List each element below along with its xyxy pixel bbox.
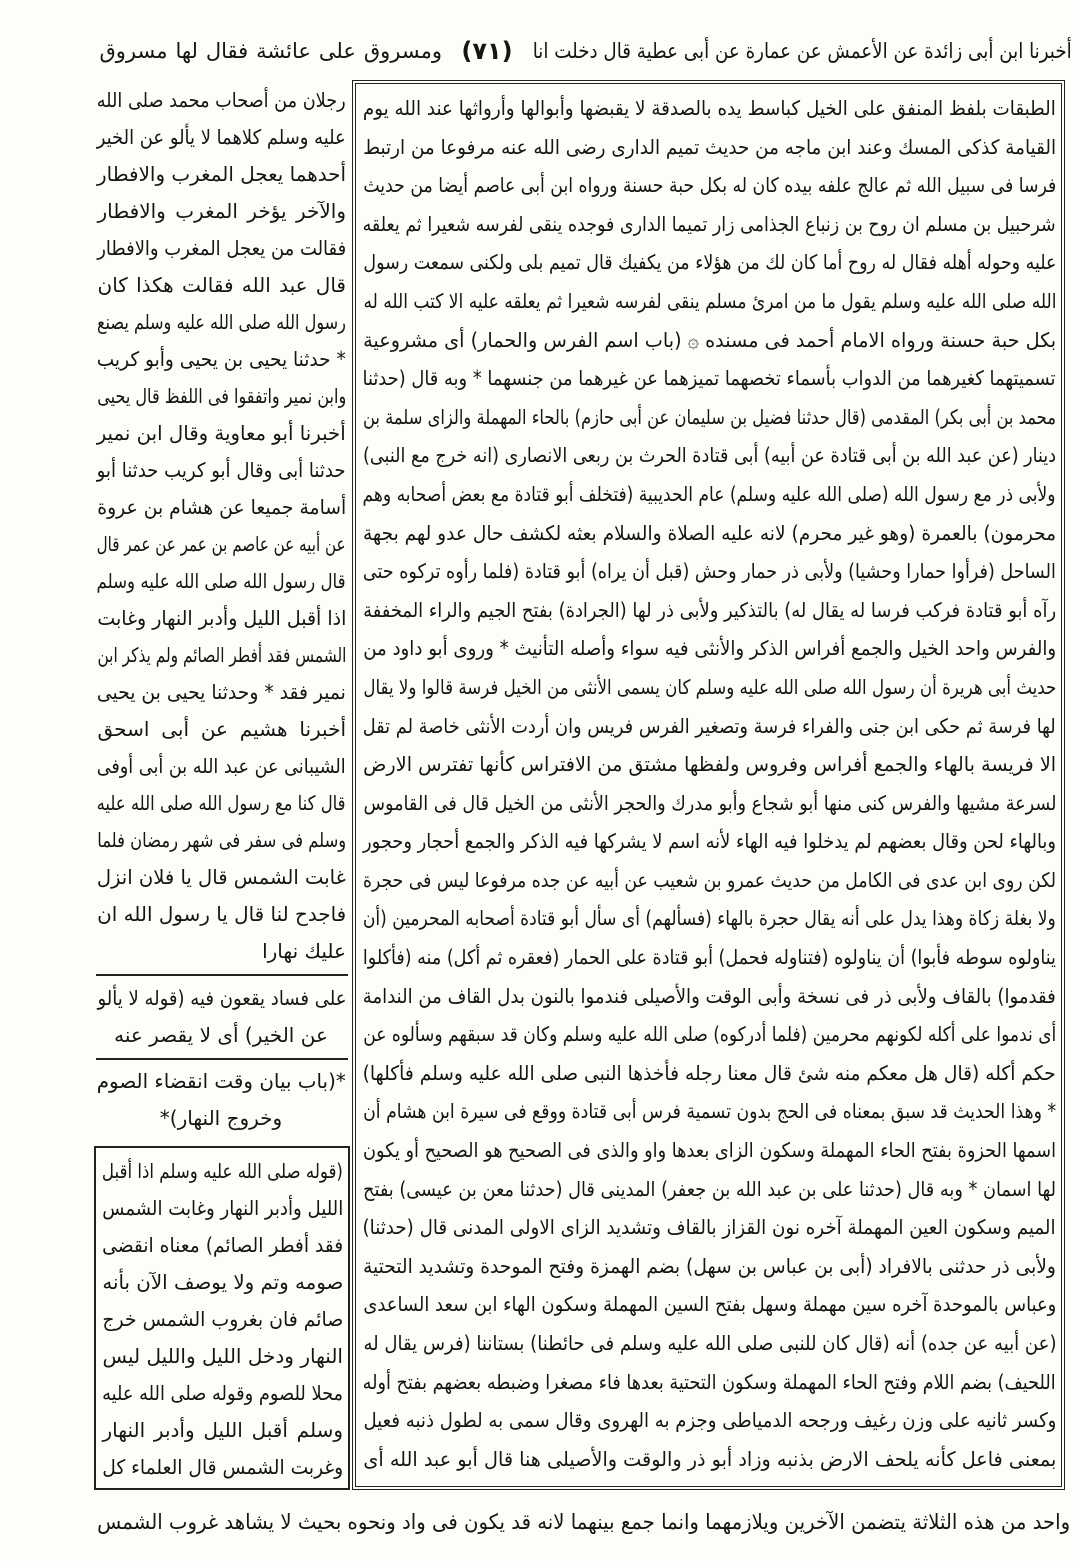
footer-line <box>96 1500 1070 1544</box>
nawawi-commentary-line <box>101 1264 343 1301</box>
commentary-line <box>362 166 1056 205</box>
commentary-line-text: شرحبيل بن مسلم ان روح بن زنباع الجذامى زار تميما الدارى فوجده ينقى لفرسه شعيرا ثم يعلقه <box>363 211 1056 236</box>
commentary-line <box>362 784 1056 823</box>
commentary-line <box>362 1401 1056 1440</box>
commentary-line-text: بكل حبة حسنة ورواه الامام أحمد فى مسنده ۞ (باب اسم الفرس والحمار) أى مشروعية <box>363 327 1056 352</box>
hadith-line <box>96 711 346 748</box>
nawawi-commentary-line <box>101 1449 343 1486</box>
nawawi-commentary-text: النهار ودخل الليل والليل ليس <box>102 1344 343 1368</box>
commentary-line <box>362 1324 1056 1363</box>
commentary-line <box>362 398 1056 437</box>
running-head-left <box>98 30 442 72</box>
commentary-line <box>362 977 1056 1016</box>
commentary-line-text: الله صلى الله عليه وسلم يقول ما من امرئ مسلم ينقى لفرسه شعيرا ثم يعلقه عليه الا كتب الله له <box>363 288 1056 313</box>
nawawi-commentary-text: محلا للصوم وقوله صلى الله عليه <box>102 1381 343 1405</box>
commentary-line <box>362 1131 1056 1170</box>
nawawi-commentary-text: صائم فان بغروب الشمس خرج <box>102 1307 343 1331</box>
commentary-line-text: محمد بن أبى بكر) المقدمى (قال حدثنا فضيل بن سليمان عن أبى حازم) بالحاء المهملة والزاى سلمة بن <box>363 404 1056 429</box>
commentary-line-text: رآه أبو قتادة فركب فرسا له يقال له) بالتذكير ولأبى ذر لها (الجرادة) بفتح الجيم والراء المخففة <box>363 597 1056 622</box>
commentary-line <box>362 436 1056 475</box>
nawawi-commentary-line <box>101 1375 343 1412</box>
commentary-line <box>362 745 1056 784</box>
hadith-line-text: أخبرنا هشيم عن أبى اسحق <box>97 717 346 741</box>
hadith-line-text: حدثنا أبى وقال أبو كريب حدثنا أبو <box>97 458 346 482</box>
hadith-line <box>96 304 346 341</box>
commentary-line <box>362 514 1056 553</box>
commentary-line-text: فرسا فى سبيل الله ثم عالج علفه بيده كان له بكل حبة حسنة ورواه ابن أبى عاصم أيضا من حديث <box>363 173 1056 198</box>
hadith-line-text: عليك نهارا <box>262 939 346 963</box>
hadith-line <box>96 785 346 822</box>
chapter-title <box>96 1063 346 1137</box>
margin-note <box>96 980 346 1054</box>
commentary-line <box>362 359 1056 398</box>
commentary-line-text: لها فرسة ثم حكى ابن جنى والفراء فرسة وتصغير الفرس فريس وان أردت الأنثى خاصة لم تقل <box>363 713 1056 738</box>
hadith-line-text: قال عبد الله فقالت هكذا كان <box>97 273 346 297</box>
commentary-line-text: أى ندموا على أكله لكونهم محرمين (فلما أدركوه) صلى الله عليه وسلم وكان قد سبقهم وسألوه عن <box>363 1022 1056 1047</box>
page-number <box>442 30 532 72</box>
hadith-line-text: فقالت من يعجل المغرب والافطار <box>97 236 346 260</box>
running-head <box>98 30 1072 72</box>
hadith-line-text: أحدهما يعجل المغرب والافطار <box>97 162 346 186</box>
section-divider <box>96 974 348 976</box>
hadith-line <box>96 415 346 452</box>
hadith-line-text: نمير فقد * وحدثنا يحيى بن يحيى <box>97 680 346 704</box>
note-line <box>96 980 346 1017</box>
hadith-line-text: الشمس فقد أفطر الصائم ولم يذكر ابن <box>97 643 346 667</box>
hadith-line <box>96 489 346 526</box>
commentary-line-text: الطبقات بلفظ المنفق على الخيل كباسط يده بالصدقة لا يقبضها وأبوالها وأرواثها عند الله يوم <box>363 96 1056 120</box>
running-foot <box>96 1500 1070 1544</box>
hadith-line-text: فاجدح لنا قال يا رسول الله ان <box>97 902 346 926</box>
running-head-left-text: ومسروق على عائشة فقال لها مسروق <box>99 39 442 63</box>
hadith-line <box>96 452 346 489</box>
nawawi-commentary-text: وسلم أقبل الليل وأدبر النهار <box>102 1418 343 1442</box>
hadith-line <box>96 267 346 304</box>
hadith-line-text: والآخر يؤخر المغرب والافطار <box>97 199 346 223</box>
running-head-right-text: أخبرنا ابن أبى زائدة عن الأعمش عن عمارة عن أبى عطية قال دخلت انا <box>533 39 1072 63</box>
hadith-line-text: رسول الله صلى الله عليه وسلم يصنع <box>97 310 346 334</box>
commentary-line <box>362 89 1056 128</box>
hadith-line <box>96 193 346 230</box>
commentary-line <box>362 1247 1056 1286</box>
commentary-line <box>362 552 1056 591</box>
hadith-line <box>96 378 346 415</box>
hadith-line-text: وابن نمير واتفقوا فى اللفظ قال يحيى <box>97 384 346 408</box>
nawawi-commentary-text: وغربت الشمس قال العلماء كل <box>102 1455 343 1479</box>
chapter-title-line <box>96 1063 346 1100</box>
commentary-line <box>362 861 1056 900</box>
commentary-line <box>362 1285 1056 1324</box>
commentary-line <box>362 591 1056 630</box>
commentary-line <box>362 1015 1056 1054</box>
commentary-line-text: حديث أبى هريرة أن رسول الله صلى الله عليه وسلم كان يسمى الأنثى من الخيل فرسة قالوا ولا يقال <box>363 674 1056 699</box>
running-head-right <box>532 30 1072 72</box>
hadith-line-text: غابت الشمس قال يا فلان انزل <box>97 865 346 889</box>
commentary-line-text: ولأبى ذر مع رسول الله (صلى الله عليه وسلم) عام الحديبية (فتخلف أبو قتادة مع بعض أصحابه وهم <box>363 481 1056 506</box>
note-line-text: على فساد يقعون فيه (قوله لا يألو <box>97 986 346 1010</box>
hadith-line <box>96 748 346 785</box>
commentary-line-text: الميم وسكون العين المهملة آخره نون القزاز بالقاف وتشديد الزاى الاولى المدنى قال (حدثنا) <box>363 1215 1056 1240</box>
commentary-line-text: الا فريسة بالهاء والجمع أفراس وفروس ولفظها مشتق من الافتراس كأنها تفترس الارض <box>363 752 1056 777</box>
hadith-line-text: اذا أقبل الليل وأدبر النهار وغابت <box>97 606 346 630</box>
hadith-line <box>96 600 346 637</box>
nawawi-commentary-line <box>101 1190 343 1227</box>
page-number-text: (٧١) <box>461 37 513 65</box>
chapter-title-line <box>96 1100 346 1137</box>
main-commentary <box>362 89 1056 1478</box>
commentary-line-text: تسميتهما كغيرهما من الدواب بأسماء تخصهما تميزهما عن غيرهما من جنسهما * وبه قال (حدثنا <box>363 366 1056 391</box>
section-divider <box>96 1058 348 1060</box>
hadith-line <box>96 119 346 156</box>
commentary-line <box>362 822 1056 861</box>
commentary-line <box>362 707 1056 746</box>
hadith-line-text: عن أبيه عن عاصم بن عمر عن عمر قال <box>97 532 346 556</box>
commentary-line-text: والفرس واحد الخيل والجمع أفراس الذكر والأنثى فيه سواء وأصله التأنيث * وروى أبو داود من <box>363 636 1056 661</box>
commentary-line-text: عليه وحوله أهله فقال له روح أما كان لك من هؤلاء من يكفيك قال تميم بلى ولكنى سمعت رسول <box>363 250 1056 275</box>
nawawi-commentary-text: فقد أفطر الصائم) معناه انقضى <box>102 1233 343 1257</box>
hadith-line <box>96 896 346 933</box>
commentary-line-text: وكسر ثانيه على وزن رغيف ورجحه الدمياطى وجزم به الهروى وقال سمى به لطول ذنبه فعيل <box>363 1408 1056 1433</box>
footer-line-text: واحد من هذه الثلاثة يتضمن الآخرين ويلازمهما وانما جمع بينهما لانه قد يكون فى واد ونحوه بحيث لا يشاهد غروب الشمس <box>97 1510 1070 1534</box>
nawawi-commentary-line <box>101 1412 343 1449</box>
commentary-line <box>362 629 1056 668</box>
commentary-line-text: لها اسمان * وبه قال (حدثنا على بن عبد الله بن جعفر) المدينى قال (حدثنا معن بن عيسى) بفتح <box>363 1176 1056 1201</box>
hadith-line-text: رجلان من أصحاب محمد صلى الله <box>96 88 346 112</box>
hadith-line <box>96 822 346 859</box>
nawawi-commentary-line <box>101 1153 343 1190</box>
nawawi-commentary <box>101 1153 343 1486</box>
commentary-line-text: ولا بغلة زكاة وهذا يدل على أنه يقال حجرة بالهاء (فسألهم) أى سأل أبو قتادة أصحابه المحرمين (أن <box>363 906 1056 931</box>
hadith-line-text: عليه وسلم كلاهما لا يألو عن الخير <box>97 125 346 149</box>
hadith-line <box>96 674 346 711</box>
commentary-line-text: ولأبى ذر حدثنى بالافراد (أبى بن عباس بن سهل) بضم الهمزة وفتح الموحدة وتشديد التحتية <box>363 1253 1056 1278</box>
commentary-line <box>362 475 1056 514</box>
commentary-line-text: (عن أبيه عن جده) أنه (قال كان للنبى صلى الله عليه وسلم فى حائطنا) بستاننا (فرس يقال له <box>363 1331 1056 1355</box>
hadith-line <box>96 859 346 896</box>
commentary-line-text: * وهذا الحديث قد سبق بمعناه فى الحج بدون تسمية فرس أبى قتادة ووقع فى سيرة ابن هشام أن <box>363 1099 1056 1124</box>
commentary-line-text: لكن روى ابن عدى فى الكامل من حديث عمرو بن شعيب عن أبيه عن جده مرفوعا ليس فى حجرة <box>363 867 1056 892</box>
chapter-title-text: *(باب بيان وقت انقضاء الصوم <box>97 1069 346 1093</box>
commentary-line <box>362 1363 1056 1402</box>
commentary-line-text: لسرعة مشيها والفرس كنى منها أبو شجاع وأبو مدرك والحجر الأنثى من الخيل قال فى القاموس <box>363 790 1056 815</box>
commentary-line <box>362 668 1056 707</box>
hadith-line-text: وسلم فى سفر فى شهر رمضان فلما <box>97 828 346 852</box>
hadith-line <box>96 230 346 267</box>
commentary-line <box>362 128 1056 167</box>
hadith-line-text: * حدثنا يحيى بن يحيى وأبو كريب <box>97 347 346 371</box>
hadith-line <box>96 156 346 193</box>
commentary-line <box>362 1208 1056 1247</box>
hadith-line-text: الشيبانى عن عبد الله بن أبى أوفى <box>97 754 346 778</box>
hadith-line <box>96 563 346 600</box>
commentary-line <box>362 899 1056 938</box>
nawawi-commentary-text: الليل وأدبر النهار وغابت الشمس <box>102 1196 343 1220</box>
commentary-line <box>362 243 1056 282</box>
margin-hadith-text <box>96 82 346 970</box>
nawawi-commentary-text: صومه وتم ولا يوصف الآن بأنه <box>102 1270 343 1294</box>
nawawi-commentary-line <box>101 1301 343 1338</box>
hadith-line-text: أخبرنا أبو معاوية وقال ابن نمير <box>97 421 346 445</box>
hadith-line-text: أسامة جميعا عن هشام بن عروة <box>97 495 346 519</box>
note-line <box>96 1017 346 1054</box>
commentary-line <box>362 1092 1056 1131</box>
commentary-line <box>362 1170 1056 1209</box>
commentary-line-text: محرمون) بالعمرة (وهو غير محرم) لانه عليه الصلاة والسلام بعثه لكشف حال عدو لهم بجهة <box>363 520 1056 545</box>
commentary-line-text: الساحل (فرأوا حمارا وحشيا) ولأبى ذر حمار وحش (قبل أن يراه) أبو قتادة (فلما رأوه تركوه حتى <box>363 559 1056 584</box>
nawawi-commentary-line <box>101 1227 343 1264</box>
hadith-line-text: قال رسول الله صلى الله عليه وسلم <box>97 569 346 593</box>
commentary-line-text: حكم أكله (قال هل معكم منه شئ قال معنا رجله فأخذها النبى صلى الله عليه وسلم فأكلها) <box>363 1060 1056 1085</box>
commentary-line-text: دينار (عن عبد الله بن أبى قتادة عن أبيه) أبى قتادة الحرث بن ربعى الانصارى (انه خرج مع النبى) <box>363 443 1056 468</box>
hadith-line-text: قال كنا مع رسول الله صلى الله عليه <box>97 791 346 815</box>
commentary-line-text: بمعنى فاعل كأنه يلحف الارض بذنبه وزاد أبو ذر والوقت والأصيلى هنا قال أبو عبد الله أى <box>363 1446 1056 1471</box>
commentary-line-text: القيامة كذكى المسك وعند ابن ماجه من حديث تميم الدارى رضى الله عنه مرفوعا من ارتبط <box>363 134 1056 159</box>
commentary-line <box>362 1440 1056 1479</box>
commentary-line-text: وعباس بالموحدة آخره سين مهملة وسهل بفتح السين المهملة وسكون الهاء ابن سعد الساعدى <box>363 1292 1056 1317</box>
commentary-line <box>362 1054 1056 1093</box>
hadith-line <box>96 82 346 119</box>
hadith-line <box>96 526 346 563</box>
commentary-line <box>362 205 1056 244</box>
nawawi-commentary-line <box>101 1338 343 1375</box>
commentary-line-text: وبالهاء لحن وقال بعضهم لم يدخلوا فيه الهاء لأنه اسم لا يشركها فيه الذكر والجمع أحجار وحجور <box>363 829 1056 854</box>
note-line-text: عن الخير) أى لا يقصر عنه <box>114 1023 328 1047</box>
commentary-line <box>362 938 1056 977</box>
hadith-line <box>96 933 346 970</box>
commentary-line-text: فقدموا) بالقاف ولأبى ذر فى نسخة وأبى الوقت والأصيلى فندموا بالنون بدل القاف من الندامة <box>363 983 1056 1008</box>
commentary-line <box>362 321 1056 360</box>
chapter-title-text: وخروج النهار)* <box>159 1106 283 1130</box>
nawawi-commentary-text: (قوله صلى الله عليه وسلم اذا أقبل <box>102 1159 343 1183</box>
commentary-line-text: اللحيف) بضم اللام وفتح الحاء المهملة وسكون التحتية بعدها فاء مصغرا وضبطه بعضهم بفتح أوله <box>363 1369 1056 1394</box>
commentary-line-text: اسمها الحزوة بفتح الحاء المهملة وسكون الزاى بعدها واو والذى فى الصحيح هو الصحيح أو يكون <box>363 1138 1056 1163</box>
hadith-line <box>96 637 346 674</box>
hadith-line <box>96 341 346 378</box>
commentary-line-text: يناولوه سوطه فأبوا) أن يناولوه (فتناوله فحمل) أبو قتادة على الحمار (فعقره ثم أكل) منه (فأكلوا <box>363 945 1056 970</box>
commentary-line <box>362 282 1056 321</box>
